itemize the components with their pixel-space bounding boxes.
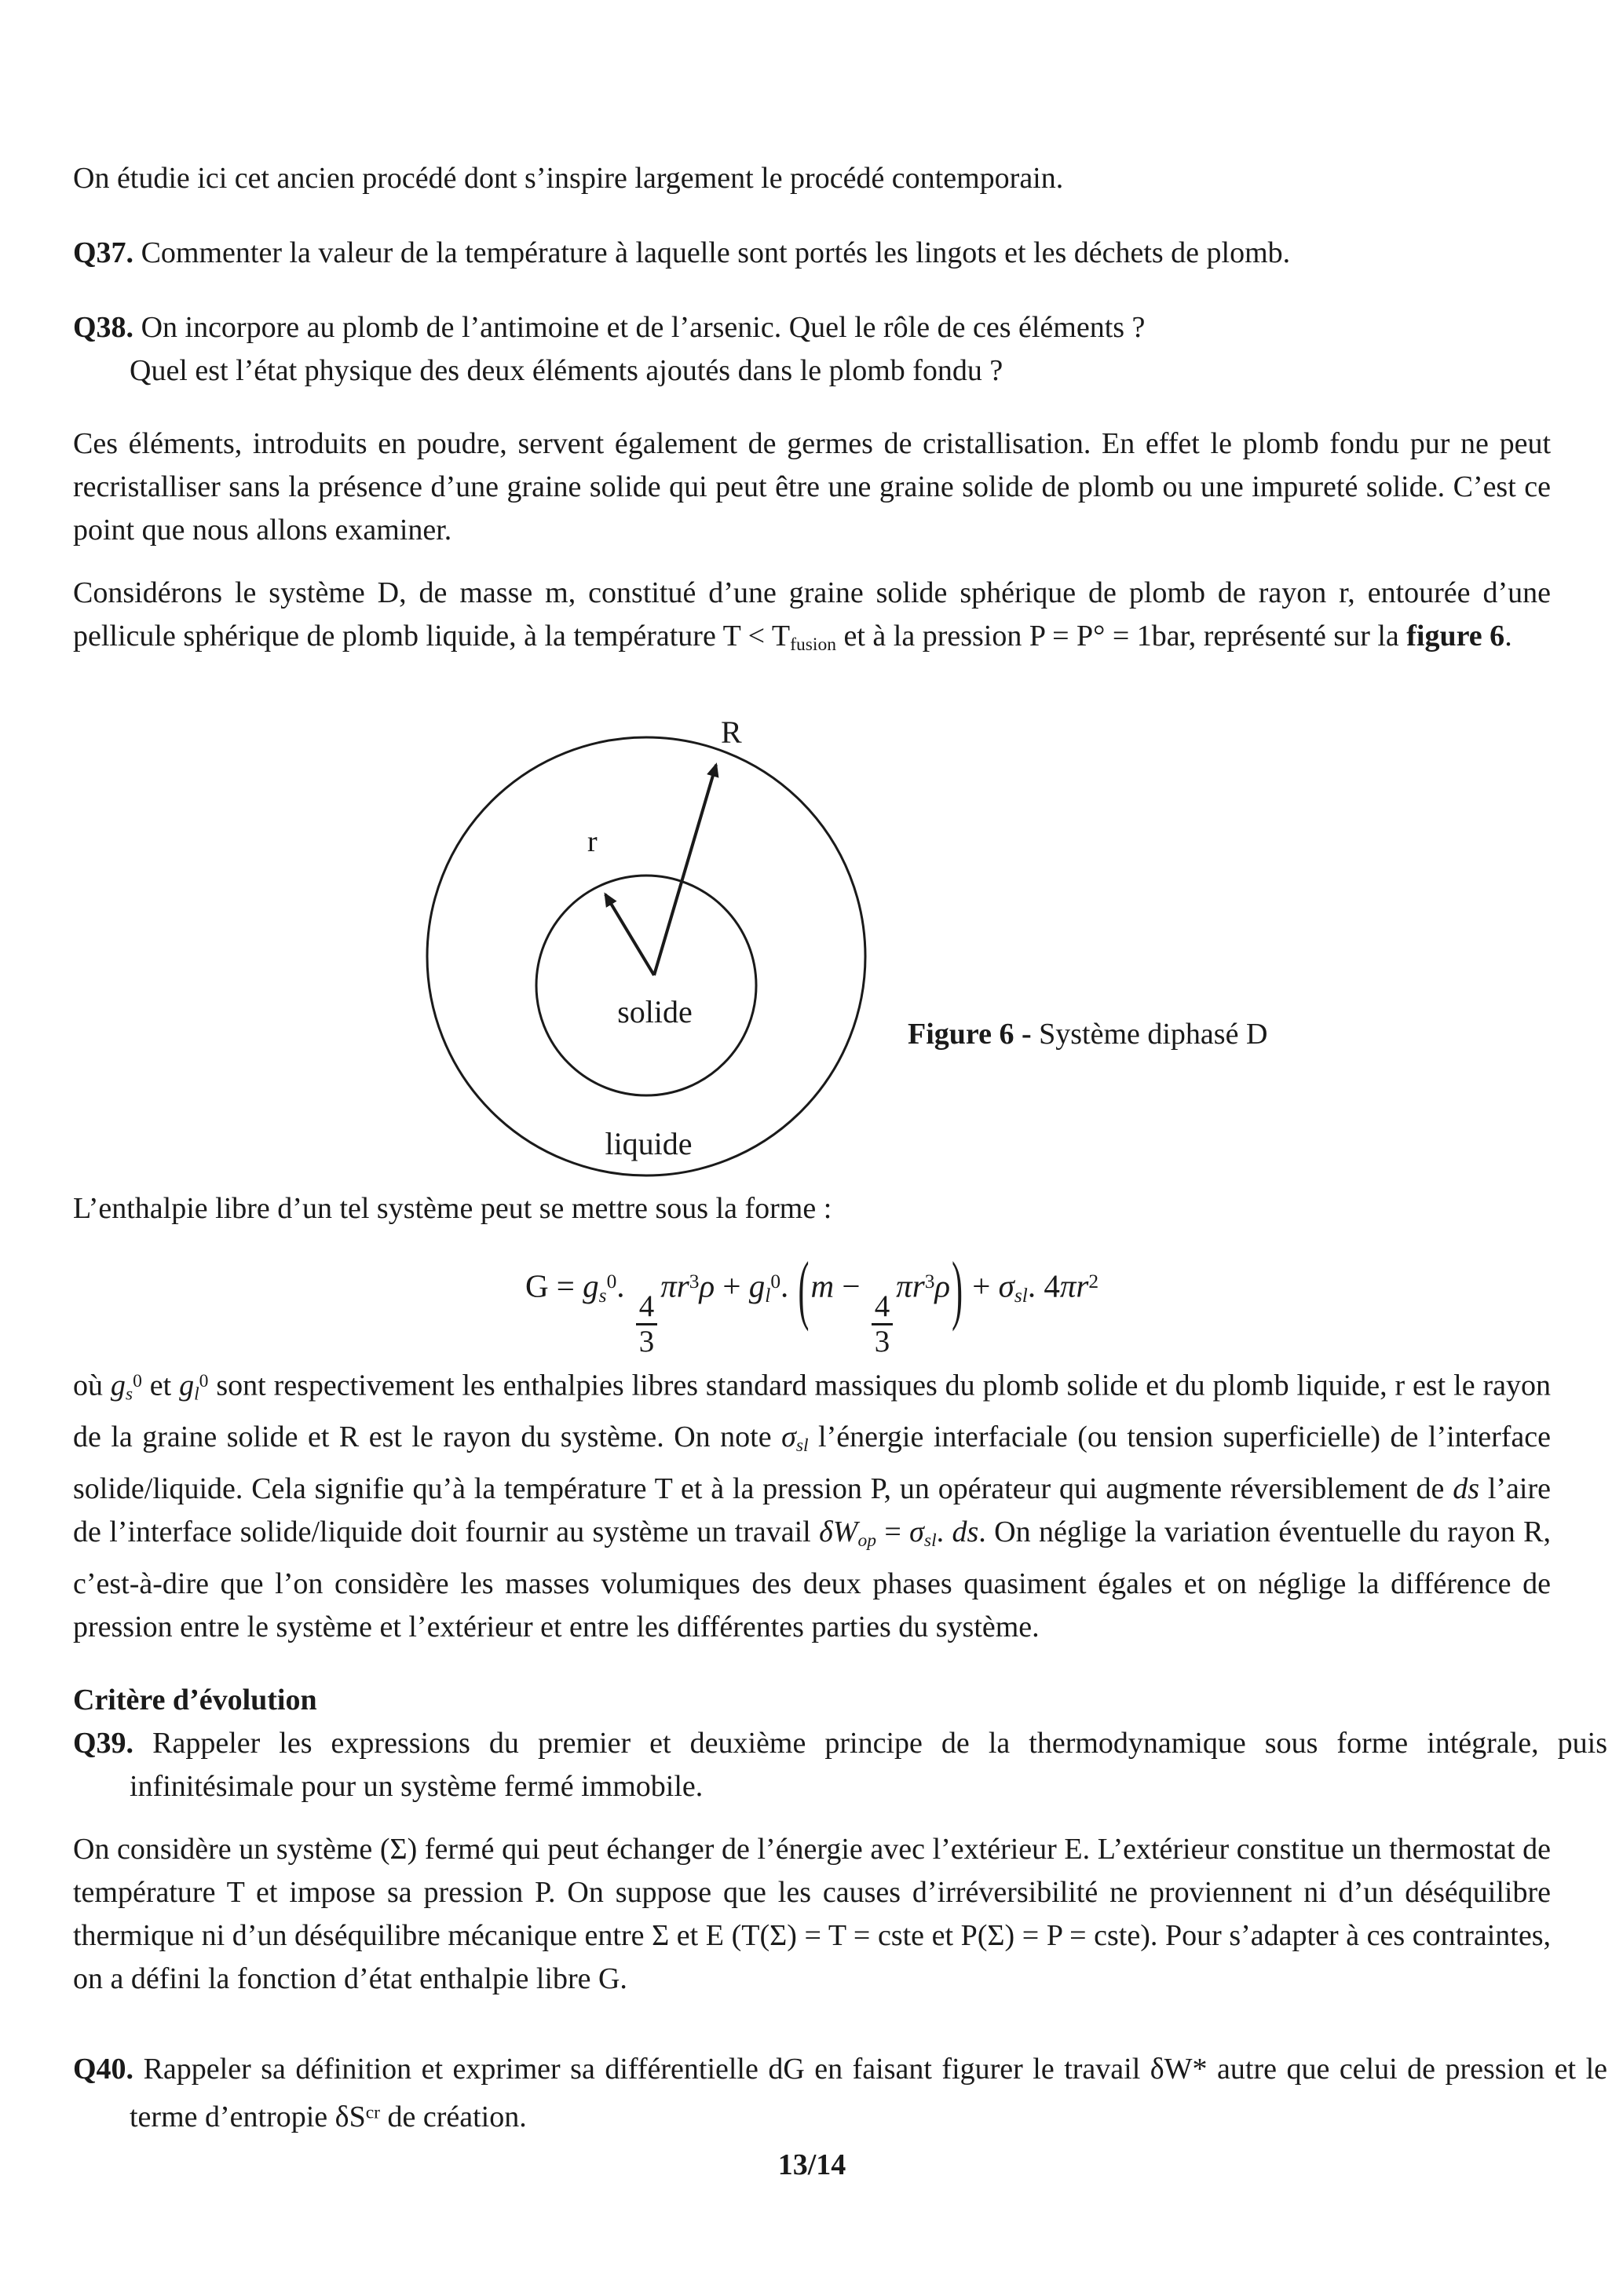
heading-critere-evolution: Critère d’évolution [73, 1684, 317, 1717]
inner-circle [536, 876, 756, 1095]
question-39-text: Rappeler les expressions du premier et deuxième principe de la thermodynamique sous forme intégrale, puis infinitésimale pour un système fermé immobile. [130, 1727, 1608, 1803]
question-37-label: Q37. [73, 236, 134, 269]
question-38 [73, 306, 1607, 393]
paragraph-ou: où $g_s^0$ et $g_l^0$ sont respectivement les enthalpies libres standard massiques du plomb solide et du plomb liquide, r est le rayon de la graine solide et R est le rayon du système. On note $\sigma_{sl}$ l’énergie interfaciale (ou tension superficielle) de l’interface solide/liquide. Cela signifie qu’à la température T et à la pression P, un opérateur qui augmente réversiblement de ds l’aire de l’interface solide/liquide doit fournir au système un travail $\delta W_{op} = \sigma_{sl}$. ds. On néglige la variation éventuelle du rayon R, c’est-à-dire que l’on considère les masses volumiques des deux phases quasiment égales et on néglige la différence de pression entre le système et l’extérieur et entre les différentes parties du système. [73, 1369, 1551, 1644]
label-solide: solide [617, 994, 693, 1029]
question-40-label: Q40. [73, 2053, 134, 2086]
question-40 [73, 2048, 1607, 2139]
label-liquide: liquide [605, 1126, 693, 1161]
page-number: 13/14 [777, 2148, 846, 2181]
label-r: r [587, 825, 598, 858]
question-40-text: Rappeler sa définition et exprimer sa différentielle dG en faisant figurer le travail δW* autre que celui de pression et le terme d’entropie $\delta S^{cr}$ de création. [130, 2053, 1608, 2133]
enthalpie-intro: L’enthalpie libre d’un tel système peut se mettre sous la forme : [73, 1192, 832, 1225]
question-38-text: On incorpore au plomb de l’antimoine et de l’arsenic. Quel le rôle de ces éléments ? Quel est l’état physique des deux éléments ajoutés dans le plomb fondu ? [130, 311, 1146, 387]
diphase-system-drawing [408, 705, 895, 1190]
label-R: R [721, 715, 742, 750]
radius-r-arrow [605, 894, 654, 975]
figure-6-diagram [408, 705, 895, 1190]
outer-circle [427, 737, 865, 1175]
question-39-label: Q39. [73, 1727, 134, 1760]
equation-enthalpie-libre: $G = g_s^0$. $\frac{4}{3}$ $\pi r^3\rho + g_l^0$. (m − $\frac{4}{3}$ $\pi r^3\rho) + \sigma_{sl}$. $4\pi r^2$ [525, 1248, 1099, 1358]
intro-paragraph: On étudie ici cet ancien procédé dont s’inspire largement le procédé contemporain. [73, 162, 1064, 195]
question-37-text: Commenter la valeur de la température à laquelle sont portés les lingots et les déchets de plomb. [141, 236, 1291, 269]
question-38-label: Q38. [73, 311, 134, 344]
paragraph-systeme: Considérons le système D, de masse m, constitué d’une graine solide sphérique de plomb de rayon r, entourée d’une pellicule sphérique de plomb liquide, à la température $T < T_{fusion}$ et à la pression P = P° = 1bar, représenté sur la figure 6. [73, 576, 1551, 655]
question-39 [73, 1722, 1607, 1808]
question-37 [73, 232, 1607, 275]
radius-R-arrow [654, 765, 716, 975]
paragraph-sigma: On considère un système (Σ) fermé qui peut échanger de l’énergie avec l’extérieur E. L’extérieur constitue un thermostat de température T et impose sa pression P. On suppose que les causes d’irréversibilité ne proviennent ni d’un déséquilibre thermique ni d’un déséquilibre mécanique entre Σ et E (T(Σ) = T = cste et P(Σ) = P = cste). Pour s’adapter à ces contraintes, on a défini la fonction d’état enthalpie libre G. [73, 1833, 1551, 1995]
figure-6-caption: Figure 6 - Système diphasé D [908, 1018, 1268, 1051]
paragraph-germes: Ces éléments, introduits en poudre, servent également de germes de cristallisation. En effet le plomb fondu pur ne peut recristalliser sans la présence d’une graine solide qui peut être une graine solide de plomb ou une impureté solide. C’est ce point que nous allons examiner. [73, 427, 1551, 547]
